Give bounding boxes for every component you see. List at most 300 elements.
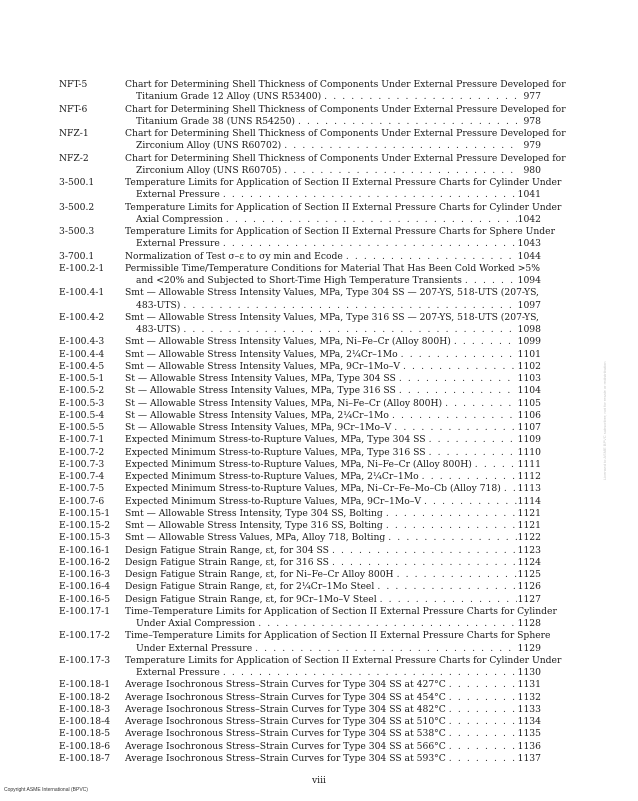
toc-entry-page: 1121	[517, 520, 541, 531]
toc-entry-id: E-100.7-3	[59, 458, 105, 470]
toc-entry-title	[125, 654, 562, 680]
toc-entry-title	[125, 753, 541, 765]
toc-entry-page: 1133	[517, 703, 541, 715]
toc-entry-id: 3-700.1	[59, 250, 95, 262]
toc-entry-id: E-100.4-1	[59, 287, 105, 299]
toc-entry	[59, 263, 541, 288]
toc-entry-id: E-100.15-3	[59, 532, 111, 544]
toc-entry-title	[125, 385, 541, 397]
toc-entry-page: 1043	[517, 238, 541, 250]
toc-entry-id: E-100.7-5	[59, 483, 105, 495]
toc-entry-title-line	[125, 728, 541, 740]
toc-entry-title-line	[125, 434, 541, 446]
toc-entry-title-text: Under Axial Compression	[136, 618, 256, 629]
toc-entry	[59, 434, 541, 446]
toc-entry-title	[125, 520, 541, 532]
toc-entry-title-text: Normalization of Test σ–ε to σy min and Ecode	[125, 250, 343, 262]
toc-entry-id: E-100.18-3	[59, 703, 111, 715]
dot-leader	[329, 557, 517, 569]
toc-entry-title	[125, 226, 555, 251]
toc-entry-title-line	[125, 520, 541, 532]
toc-entry-title-line	[125, 483, 541, 495]
toc-entry-id: E-100.18-5	[59, 728, 111, 740]
toc-entry-page: 1137	[517, 752, 541, 764]
toc-entry-id: E-100.18-2	[59, 691, 111, 703]
toc-entry-title	[125, 605, 557, 631]
toc-entry-title	[125, 177, 562, 202]
toc-entry	[59, 128, 566, 153]
toc-entry	[59, 728, 541, 740]
toc-entry-title-text: Zirconium Alloy (UNS R60702)	[136, 140, 282, 152]
toc-entry	[59, 226, 555, 251]
toc-entry-title-line: Chart for Determining Shell Thickness of Components Under External Pressure Developed for	[125, 128, 566, 139]
dot-leader	[389, 410, 517, 422]
toc-entry-id: E-100.15-2	[59, 520, 111, 531]
dot-leader	[446, 704, 517, 716]
dot-leader	[451, 336, 517, 348]
toc-entry-title-line	[125, 238, 541, 250]
toc-entry-title-line	[125, 349, 541, 361]
toc-entry-title-line	[125, 716, 541, 728]
toc-entry-id: E-100.4-2	[59, 311, 105, 323]
toc-entry-title	[125, 128, 566, 153]
toc-entry-title-text: Average Isochronous Stress–Strain Curves for Type 304 SS at 593°C	[125, 752, 446, 764]
toc-entry	[59, 373, 541, 385]
toc-entry-id: E-100.18-7	[59, 752, 111, 764]
toc-entry-title	[125, 545, 541, 557]
dot-leader	[446, 716, 517, 728]
toc-entry-title-line	[125, 214, 541, 226]
dot-leader	[400, 361, 517, 373]
toc-entry	[59, 581, 541, 593]
toc-entry-title-text: and <20% and Subjected to Short-Time High Temperature Transients	[136, 275, 462, 286]
toc-entry-title-line	[125, 532, 541, 544]
toc-entry-page: 980	[523, 164, 541, 176]
toc-entry-title	[125, 569, 541, 581]
toc-entry-page: 1134	[517, 716, 541, 727]
toc-entry-title-line	[125, 496, 541, 508]
toc-entry-title	[125, 557, 541, 569]
toc-entry	[59, 654, 562, 680]
toc-entry-id: E-100.2-1	[59, 262, 105, 274]
toc-entry	[59, 287, 541, 312]
toc-entry-title	[125, 508, 541, 520]
toc-entry-id: 3-500.3	[59, 226, 95, 237]
toc-entry-title	[125, 361, 541, 373]
dot-leader	[394, 569, 517, 581]
toc-entry-id: E-100.18-4	[59, 716, 111, 727]
toc-entry-title-line	[125, 361, 541, 373]
dot-leader	[343, 251, 517, 263]
toc-entry-page: 1101	[517, 348, 541, 360]
toc-entry-id: NFT-6	[59, 103, 88, 115]
toc-entry-title-line	[125, 165, 541, 177]
toc-entry-title	[125, 483, 541, 495]
toc-entry-id: E-100.4-3	[59, 336, 105, 348]
toc-entry-title-text: Expected Minimum Stress-to-Rupture Values, MPa, Type 304 SS	[125, 434, 426, 446]
toc-entry-title-text: Design Fatigue Strain Range, εt, for Ni–Fe–Cr Alloy 800H	[125, 569, 394, 580]
toc-entry-title-line: Time–Temperature Limits for Application of Section II External Pressure Charts for Cylinder	[125, 605, 557, 617]
dot-leader	[374, 581, 517, 593]
toc-entry-title-line: Smt — Allowable Stress Intensity Values, MPa, Type 304 SS — 207-YS, 518-UTS (207-YS,	[125, 287, 539, 299]
toc-entry	[59, 385, 541, 397]
toc-entry-title-line: Chart for Determining Shell Thickness of Components Under External Pressure Developed for	[125, 79, 566, 90]
toc-entry-title-line: Temperature Limits for Application of Section II External Pressure Charts for Sphere Under	[125, 226, 555, 237]
toc-entry-title	[125, 496, 541, 508]
toc-entry	[59, 79, 566, 104]
toc-entry-title-text: Titanium Grade 38 (UNS R54250)	[136, 115, 296, 127]
dot-leader	[446, 692, 517, 704]
toc-entry	[59, 532, 541, 544]
dot-leader	[398, 349, 517, 361]
toc-entry-title-text: Average Isochronous Stress–Strain Curves for Type 304 SS at 454°C	[125, 691, 446, 703]
toc-entry-title-line	[125, 618, 541, 630]
toc-entry-title-text: Smt — Allowable Stress Intensity Values, MPa, Ni–Fe–Cr (Alloy 800H)	[125, 336, 451, 348]
dot-leader	[442, 398, 517, 410]
toc-entry-title-line	[125, 679, 541, 691]
toc-entry	[59, 336, 541, 348]
toc-entry-title-line: Temperature Limits for Application of Section II External Pressure Charts for Cylinder Under	[125, 177, 562, 188]
toc-entry-page: 1097	[517, 299, 541, 311]
toc-entry-id: E-100.7-1	[59, 434, 105, 446]
toc-entry-title-line	[125, 581, 541, 593]
toc-entry	[59, 201, 562, 227]
dot-leader	[385, 532, 517, 544]
toc-entry-title	[125, 79, 566, 104]
toc-entry	[59, 361, 541, 373]
side-watermark: Licensed to ASME BPVC subscriber; not for resale or redistribution	[602, 361, 607, 480]
toc-entry-title-line: Temperature Limits for Application of Section II External Pressure Charts for Cylinder Under	[125, 654, 562, 666]
toc-entry-title-line	[125, 545, 541, 557]
toc-entry	[59, 152, 566, 178]
toc-entry	[59, 177, 562, 202]
toc-entry-page: 1109	[517, 434, 541, 446]
toc-entry	[59, 483, 541, 495]
toc-entry-page: 1102	[517, 360, 541, 372]
dot-leader	[391, 422, 517, 434]
copyright-notice: Copyright ASME International (BPVC)	[4, 787, 88, 793]
toc-entry-title	[125, 447, 541, 459]
toc-entry-title-text: Expected Minimum Stress-to-Rupture Values, MPa, Ni–Fe–Cr (Alloy 800H)	[125, 458, 472, 470]
toc-entry	[59, 741, 541, 753]
toc-entry	[59, 545, 541, 557]
toc-entry-title-line	[125, 324, 541, 336]
toc-entry-title	[125, 594, 541, 606]
toc-entry-id: E-100.17-2	[59, 630, 111, 642]
toc-entry-title-text: Smt — Allowable Stress Values, MPa, Alloy 718, Bolting	[125, 532, 386, 544]
toc-entry-id: E-100.18-6	[59, 740, 111, 752]
toc-entry	[59, 569, 541, 581]
toc-entry-page: 1122	[517, 532, 541, 544]
toc-entry-title-line: Time–Temperature Limits for Application of Section II External Pressure Charts for Sphere	[125, 630, 551, 642]
dot-leader	[281, 165, 517, 177]
toc-entry-page: 1103	[517, 373, 541, 384]
toc-entry-title	[125, 373, 541, 385]
toc-entry-title-text: External Pressure	[136, 667, 220, 678]
toc-entry-id: E-100.5-2	[59, 385, 105, 397]
toc-entry-page: 1113	[517, 483, 541, 495]
toc-entry-id: E-100.5-4	[59, 409, 105, 421]
toc-entry-page: 978	[523, 115, 541, 127]
toc-entry-page: 1042	[517, 213, 541, 225]
toc-entry-title	[125, 692, 541, 704]
toc-entry-title-text: Smt — Allowable Stress Intensity, Type 304 SS, Bolting	[125, 507, 383, 519]
toc-entry-title	[125, 410, 541, 422]
toc-entry-id: E-100.5-1	[59, 373, 105, 384]
toc-entry-page: 1106	[517, 409, 541, 421]
toc-entry-title-text: Average Isochronous Stress–Strain Curves for Type 304 SS at 427°C	[125, 679, 446, 691]
toc-entry-id: E-100.17-1	[59, 605, 111, 617]
toc-entry-id: E-100.5-5	[59, 422, 105, 433]
toc-entry-title	[125, 312, 541, 337]
toc-entry-title-text: Expected Minimum Stress-to-Rupture Values, MPa, 2¼Cr–1Mo	[125, 471, 419, 482]
toc-entry-id: E-100.18-1	[59, 679, 111, 691]
toc-entry-page: 1127	[517, 593, 541, 605]
toc-entry-title-line	[125, 569, 541, 581]
toc-entry-page: 1111	[517, 458, 541, 470]
toc-entry-title-line	[125, 275, 541, 287]
toc-entry-title-text: Titanium Grade 12 Alloy (UNS R53400)	[136, 91, 322, 103]
toc-entry	[59, 508, 541, 520]
toc-entry-page: 1136	[517, 740, 541, 752]
dot-leader	[223, 214, 517, 226]
toc-entry-title	[125, 287, 541, 312]
toc-entry-page: 1125	[517, 569, 541, 580]
toc-entry-page: 1098	[517, 324, 541, 335]
toc-entry-page: 1130	[517, 667, 541, 678]
dot-leader	[281, 140, 517, 152]
toc-entry-id: E-100.5-3	[59, 397, 105, 409]
toc-entry-title	[125, 728, 541, 740]
toc-entry-title	[125, 716, 541, 728]
toc-entry-id: E-100.16-2	[59, 556, 111, 568]
toc-entry-title-line	[125, 410, 541, 422]
dot-leader	[383, 508, 517, 520]
toc-entry-title-text: Design Fatigue Strain Range, εt, for 304 SS	[125, 544, 329, 556]
toc-entry-id: E-100.15-1	[59, 507, 111, 519]
toc-entry-title	[125, 459, 541, 471]
toc-entry-id: E-100.16-4	[59, 581, 111, 593]
toc-entry-title	[125, 336, 541, 348]
toc-entry-title-text: St — Allowable Stress Intensity Values, MPa, 9Cr–1Mo–V	[125, 422, 392, 433]
toc-entry-title-text: Expected Minimum Stress-to-Rupture Values, MPa, Type 316 SS	[125, 446, 426, 458]
dot-leader	[446, 753, 517, 765]
dot-leader	[383, 520, 517, 532]
toc-entry	[59, 630, 551, 655]
toc-entry	[59, 557, 541, 569]
toc-entry-title	[125, 201, 562, 227]
table-of-contents	[59, 79, 566, 765]
toc-entry-title-line	[125, 251, 541, 263]
toc-entry-page: 1131	[517, 679, 541, 691]
dot-leader	[421, 496, 517, 508]
toc-entry-id: E-100.4-5	[59, 360, 105, 372]
toc-entry-title-text: 483-UTS)	[136, 299, 181, 311]
toc-entry-title-text: Smt — Allowable Stress Intensity, Type 316 SS, Bolting	[125, 520, 383, 531]
dot-leader	[220, 238, 517, 250]
toc-entry	[59, 251, 541, 263]
toc-entry	[59, 349, 541, 361]
toc-entry-title	[125, 422, 541, 434]
toc-entry-id: E-100.16-5	[59, 593, 111, 605]
toc-entry-title-text: St — Allowable Stress Intensity Values, MPa, Type 304 SS	[125, 373, 396, 384]
toc-entry-title	[125, 704, 541, 716]
toc-entry-title-text: Average Isochronous Stress–Strain Curves for Type 304 SS at 566°C	[125, 740, 446, 752]
dot-leader	[180, 300, 517, 312]
toc-entry-page: 1107	[517, 422, 541, 433]
toc-entry-id: NFT-5	[59, 79, 88, 90]
page-number: viii	[311, 775, 326, 786]
toc-entry-title-line	[125, 459, 541, 471]
toc-entry-page: 1104	[517, 385, 541, 397]
toc-entry-title-line	[125, 667, 541, 679]
toc-entry	[59, 447, 541, 459]
toc-entry-id: 3-500.2	[59, 201, 95, 213]
toc-entry-page: 1112	[517, 471, 541, 482]
toc-entry-page: 1135	[517, 728, 541, 740]
toc-entry-title-text: St — Allowable Stress Intensity Values, MPa, 2¼Cr–1Mo	[125, 409, 389, 421]
toc-entry-title	[125, 263, 541, 288]
dot-leader	[472, 459, 517, 471]
toc-entry	[59, 716, 541, 728]
toc-entry	[59, 605, 557, 631]
toc-entry-title-line: Chart for Determining Shell Thickness of Components Under External Pressure Developed for	[125, 152, 566, 164]
dot-leader	[220, 667, 517, 679]
toc-entry	[59, 753, 541, 765]
toc-entry-page: 1124	[517, 556, 541, 568]
toc-entry-id: NFZ-2	[59, 152, 89, 164]
toc-entry-title-line	[125, 471, 541, 483]
toc-entry-title	[125, 741, 541, 753]
toc-entry-title-text: Average Isochronous Stress–Strain Curves for Type 304 SS at 510°C	[125, 716, 446, 727]
toc-entry-page: 1121	[517, 507, 541, 519]
dot-leader	[419, 471, 517, 483]
toc-entry-title	[125, 532, 541, 544]
toc-entry-title-line	[125, 336, 541, 348]
toc-entry	[59, 422, 541, 434]
toc-entry-title-text: Expected Minimum Stress-to-Rupture Values, MPa, Ni–Cr–Fe–Mo–Cb (Alloy 718)	[125, 483, 501, 495]
dot-leader	[329, 545, 517, 557]
toc-entry-id: E-100.7-6	[59, 495, 105, 507]
toc-entry-title	[125, 152, 566, 178]
toc-entry-title-line	[125, 741, 541, 753]
dot-leader	[446, 679, 517, 691]
dot-leader	[295, 116, 517, 128]
toc-entry-id: E-100.7-2	[59, 446, 105, 458]
toc-entry	[59, 410, 541, 422]
toc-entry-title-line	[125, 447, 541, 459]
dot-leader	[462, 275, 517, 287]
dot-leader	[501, 483, 517, 495]
toc-entry-id: E-100.16-3	[59, 569, 111, 580]
toc-entry-title-line	[125, 300, 541, 312]
toc-entry-title-line	[125, 704, 541, 716]
toc-entry-title-text: St — Allowable Stress Intensity Values, MPa, Type 316 SS	[125, 385, 396, 397]
toc-entry-title	[125, 581, 541, 593]
dot-leader	[396, 385, 517, 397]
toc-entry-id: E-100.7-4	[59, 471, 105, 482]
toc-entry	[59, 704, 541, 716]
toc-entry	[59, 496, 541, 508]
toc-entry-page: 1044	[517, 250, 541, 262]
toc-entry-title-text: Expected Minimum Stress-to-Rupture Values, MPa, 9Cr–1Mo–V	[125, 495, 421, 507]
toc-entry-title-text: Design Fatigue Strain Range, εt, for 2¼Cr–1Mo Steel	[125, 581, 375, 593]
dot-leader	[220, 189, 517, 201]
toc-entry-title	[125, 251, 541, 263]
toc-entry	[59, 594, 541, 606]
dot-leader	[426, 447, 517, 459]
toc-entry-title-line: Chart for Determining Shell Thickness of Components Under External Pressure Developed for	[125, 103, 566, 115]
toc-entry-title	[125, 398, 541, 410]
toc-entry	[59, 398, 541, 410]
toc-entry-page: 977	[523, 91, 541, 103]
dot-leader	[446, 728, 517, 740]
toc-entry-page: 1105	[517, 397, 541, 409]
toc-entry-title	[125, 349, 541, 361]
toc-entry	[59, 692, 541, 704]
toc-entry-title-text: Axial Compression	[136, 213, 223, 225]
dot-leader	[321, 91, 517, 103]
toc-entry-title-line	[125, 594, 541, 606]
dot-leader	[377, 594, 517, 606]
toc-entry-title-line	[125, 398, 541, 410]
toc-entry	[59, 520, 541, 532]
toc-entry	[59, 471, 541, 483]
toc-entry-title	[125, 679, 541, 691]
toc-entry-title-text: Smt — Allowable Stress Intensity Values, MPa, 2¼Cr–1Mo	[125, 348, 398, 360]
toc-entry-page: 1128	[517, 618, 541, 629]
dot-leader	[252, 643, 517, 655]
toc-entry-title-line: Smt — Allowable Stress Intensity Values, MPa, Type 316 SS — 207-YS, 518-UTS (207-YS,	[125, 311, 539, 323]
toc-entry-id: 3-500.1	[59, 177, 95, 188]
toc-entry-id: E-100.16-1	[59, 544, 111, 556]
toc-entry-title-text: St — Allowable Stress Intensity Values, MPa, Ni–Fe–Cr (Alloy 800H)	[125, 397, 443, 409]
toc-entry-id: E-100.4-4	[59, 348, 105, 360]
toc-entry-page: 1094	[517, 275, 541, 286]
toc-entry-title-line	[125, 643, 541, 655]
toc-entry-title-text: Zirconium Alloy (UNS R60705)	[136, 164, 282, 176]
dot-leader	[396, 373, 517, 385]
toc-entry-title-line	[125, 385, 541, 397]
toc-entry-title-text: External Pressure	[136, 238, 220, 250]
toc-entry-title-line	[125, 373, 541, 385]
toc-entry-page: 1099	[517, 336, 541, 348]
toc-entry-page: 1126	[517, 581, 541, 593]
toc-entry-page: 1129	[517, 642, 541, 654]
toc-entry-title	[125, 434, 541, 446]
toc-entry-title	[125, 471, 541, 483]
toc-entry	[59, 103, 566, 129]
toc-entry-title-text: Design Fatigue Strain Range, εt, for 316 SS	[125, 556, 329, 568]
toc-entry-title-text: Smt — Allowable Stress Intensity Values, MPa, 9Cr–1Mo–V	[125, 360, 400, 372]
toc-entry-title-text: External Pressure	[136, 189, 220, 201]
toc-entry-id: E-100.17-3	[59, 654, 111, 666]
toc-entry-title-line	[125, 116, 541, 128]
toc-entry	[59, 459, 541, 471]
dot-leader	[255, 618, 517, 630]
toc-entry-title-text: Design Fatigue Strain Range, εt, for 9Cr–1Mo–V Steel	[125, 593, 377, 605]
toc-entry-page: 1110	[517, 446, 541, 458]
toc-entry-page: 1041	[517, 189, 541, 201]
toc-entry-title-line	[125, 140, 541, 152]
toc-entry-title-line: Temperature Limits for Application of Section II External Pressure Charts for Cylinder Under	[125, 201, 562, 213]
toc-entry-title-text: Average Isochronous Stress–Strain Curves for Type 304 SS at 538°C	[125, 728, 446, 740]
toc-entry-page: 1123	[517, 544, 541, 556]
toc-entry-page: 979	[523, 140, 541, 152]
toc-entry-title-line	[125, 557, 541, 569]
toc-entry-page: 1132	[517, 691, 541, 703]
toc-entry-title-line	[125, 753, 541, 765]
